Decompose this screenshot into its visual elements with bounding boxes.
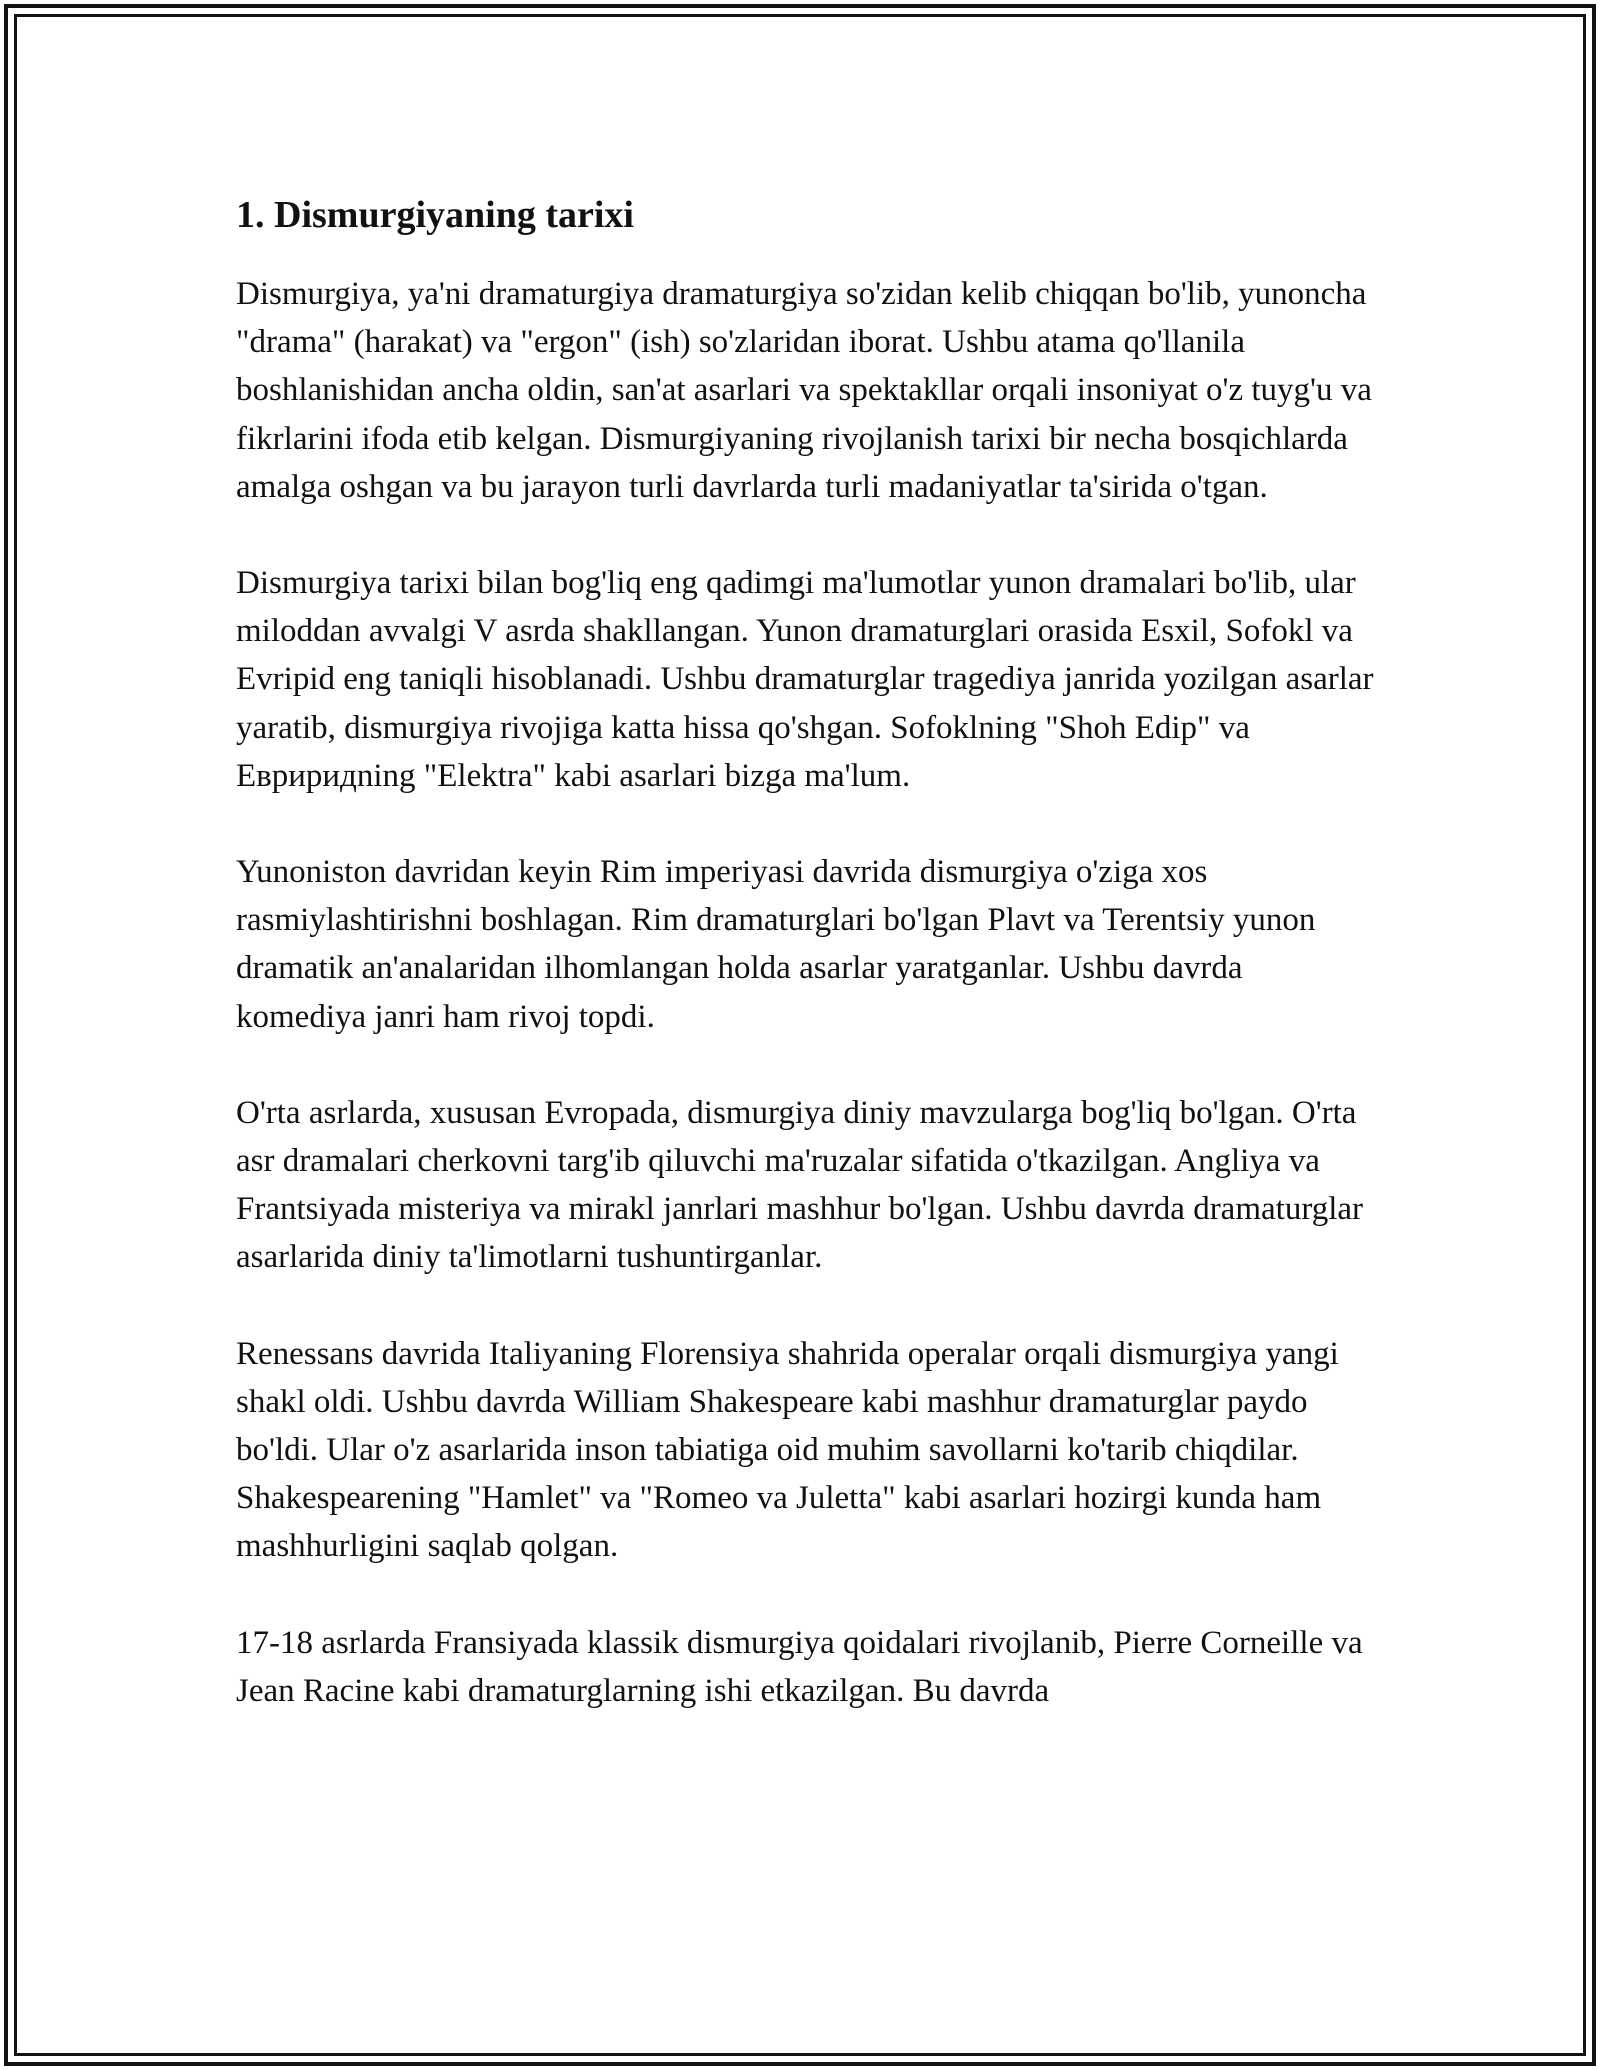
paragraph-origin: Dismurgiya, ya'ni dramaturgiya dramaturgiya so'zidan kelib chiqqan bo'lib, yunoncha "drama" (harakat) va "ergon" (ish) so'zlaridan iborat. Ushbu atama qo'llanila boshlanishidan ancha oldin, san'at asarlari va spektakllar orqali insoniyat o'z tuyg'u va fikrlarini ifoda etib kelgan. Dismurgiyaning rivojlanish tarixi bir necha bosqichlarda amalga oshgan va bu jarayon turli davrlarda turli madaniyatlar ta'sirida o'tgan. — [236, 276, 1372, 505]
document-body — [236, 188, 1376, 1715]
paragraph-classicism: 17-18 asrlarda Fransiyada klassik dismurgiya qoidalari rivojlanib, Pierre Corneille va Jean Racine kabi dramaturglarning ishi etkazilgan. Bu davrda — [236, 1624, 1363, 1709]
section-heading: 1. Dismurgiyaning tarixi — [236, 194, 634, 236]
paragraph-rome: Yunoniston davridan keyin Rim imperiyasi davrida dismurgiya o'ziga xos rasmiylashtirishni boshlagan. Rim dramaturglari bo'lgan Plavt va Terentsiy yunon dramatik an'analaridan ilhomlangan holda asarlar yaratganlar. Ushbu davrda komediya janri ham rivoj topdi. — [236, 854, 1316, 1035]
paragraph-renaissance: Renessans davrida Italiyaning Florensiya shahrida operalar orqali dismurgiya yangi shakl oldi. Ushbu davrda William Shakespeare kabi mashhur dramaturglar paydo bo'ldi. Ular o'z asarlarida inson tabiatiga oid muhim savollarni ko'tarib chiqdilar. Shakespearening "Hamlet" va "Romeo va Juletta" kabi asarlari hozirgi kunda ham mashhurligini saqlab qolgan. — [236, 1335, 1339, 1565]
paragraph-greek: Dismurgiya tarixi bilan bog'liq eng qadimgi ma'lumotlar yunon dramalari bo'lib, ular miloddan avvalgi V asrda shakllangan. Yunon dramaturglari orasida Esxil, Sofokl va Evripid eng taniqli hisoblanadi. Ushbu dramaturglar tragediya janrida yozilgan asarlar yaratib, dismurgiya rivojiga katta hissa qo'shgan. Sofoklning "Shoh Edip" va Евриридning "Elektra" kabi asarlari bizga ma'lum. — [236, 565, 1374, 794]
paragraph-middle-ages: O'rta asrlarda, xususan Evropada, dismurgiya diniy mavzularga bog'liq bo'lgan. O'rta asr dramalari cherkovni targ'ib qiluvchi ma'ruzalar sifatida o'tkazilgan. Angliya va Frantsiyada misteriya va mirakl janrlari mashhur bo'lgan. Ushbu davrda dramaturglar asarlarida diniy ta'limotlarni tushuntirganlar. — [236, 1094, 1364, 1276]
